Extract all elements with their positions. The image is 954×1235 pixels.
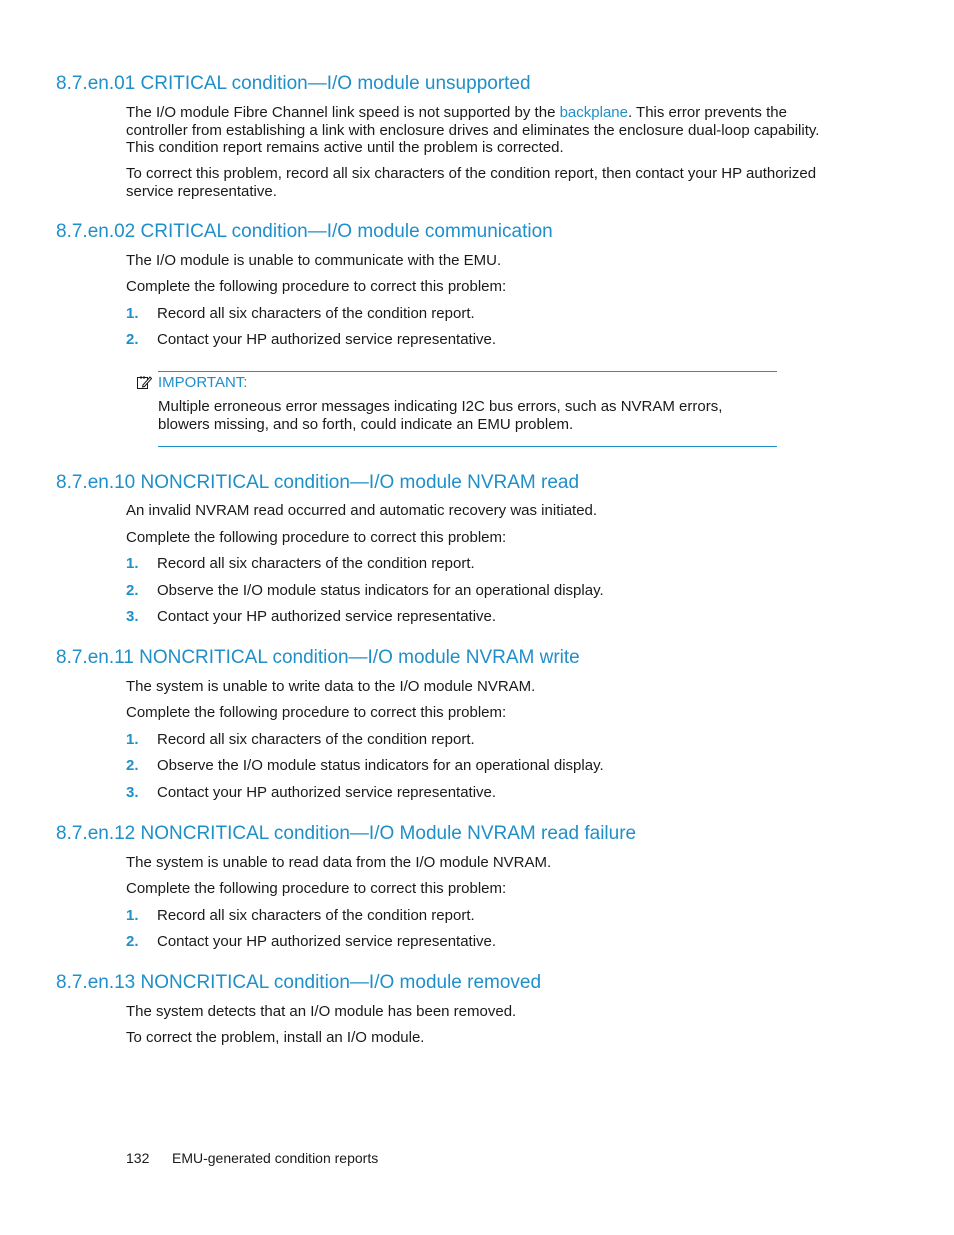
- section-heading-en12: 8.7.en.12 NONCRITICAL condition—I/O Module NVRAM read failure: [56, 823, 637, 844]
- step-text: Contact your HP authorized service representative.: [157, 331, 497, 348]
- note-text: Multiple erroneous error messages indicating I2C bus errors, such as NVRAM errors, blowers missing, and so forth, could indicate an EMU problem.: [158, 398, 723, 433]
- list-item: [126, 784, 496, 801]
- backplane-link[interactable]: backplane: [559, 104, 628, 121]
- list-item: [126, 731, 475, 748]
- section-en01-paragraph-2: To correct this problem, record all six characters of the condition report, then contact your HP authorized service representative.: [126, 165, 817, 200]
- section-en02-paragraph-2: Complete the following procedure to correct this problem:: [126, 278, 507, 295]
- step-text: Contact your HP authorized service representative.: [157, 933, 497, 950]
- page-number: 132: [126, 1150, 150, 1166]
- note-title: IMPORTANT:: [158, 374, 248, 391]
- step-text: Record all six characters of the condition report.: [157, 907, 475, 924]
- important-note-icon: [136, 374, 152, 390]
- section-heading-en01: 8.7.en.01 CRITICAL condition—I/O module unsupported: [56, 73, 531, 94]
- important-note: [158, 371, 777, 447]
- section-en11-paragraph-2: Complete the following procedure to correct this problem:: [126, 704, 507, 721]
- step-number: 1.: [126, 907, 139, 924]
- step-number: 2.: [126, 933, 139, 950]
- footer-chapter-title: EMU-generated condition reports: [172, 1150, 379, 1166]
- step-text: Contact your HP authorized service representative.: [157, 608, 497, 625]
- step-number: 2.: [126, 757, 139, 774]
- step-text: Record all six characters of the condition report.: [157, 305, 475, 322]
- step-number: 2.: [126, 582, 139, 599]
- step-number: 3.: [126, 608, 139, 625]
- list-item: [126, 608, 496, 625]
- section-en11-paragraph-1: The system is unable to write data to the I/O module NVRAM.: [126, 678, 536, 695]
- step-number: 3.: [126, 784, 139, 801]
- section-en13-paragraph-2: To correct the problem, install an I/O module.: [126, 1029, 425, 1046]
- section-en02-paragraph-1: The I/O module is unable to communicate with the EMU.: [126, 252, 502, 269]
- section-en10-paragraph-1: An invalid NVRAM read occurred and automatic recovery was initiated.: [126, 502, 598, 519]
- paragraph-text: . This error prevents the controller from establishing a link with enclosure drives and eliminates the enclosure dual-loop capability. This condition report remains active until the problem is corrected.: [126, 104, 820, 156]
- list-item: [126, 331, 496, 348]
- step-text: Observe the I/O module status indicators for an operational display.: [157, 757, 604, 774]
- section-heading-en10: 8.7.en.10 NONCRITICAL condition—I/O module NVRAM read: [56, 472, 580, 493]
- list-item: [126, 305, 475, 322]
- section-en12-paragraph-2: Complete the following procedure to correct this problem:: [126, 880, 507, 897]
- paragraph-text: The I/O module Fibre Channel link speed is not supported by the: [126, 104, 560, 121]
- section-en13-paragraph-1: The system detects that an I/O module has been removed.: [126, 1003, 517, 1020]
- section-en01-paragraph-1: [126, 104, 838, 157]
- section-en10-paragraph-2: Complete the following procedure to correct this problem:: [126, 529, 507, 546]
- step-text: Observe the I/O module status indicators for an operational display.: [157, 582, 604, 599]
- page-footer: [126, 1150, 378, 1166]
- list-item: [126, 555, 475, 572]
- list-item: [126, 907, 475, 924]
- step-text: Record all six characters of the condition report.: [157, 731, 475, 748]
- section-heading-en11: 8.7.en.11 NONCRITICAL condition—I/O module NVRAM write: [56, 647, 580, 668]
- section-heading-en02: 8.7.en.02 CRITICAL condition—I/O module communication: [56, 221, 553, 242]
- list-item: [126, 582, 604, 599]
- step-number: 1.: [126, 555, 139, 572]
- step-text: Contact your HP authorized service representative.: [157, 784, 497, 801]
- section-heading-en13: 8.7.en.13 NONCRITICAL condition—I/O module removed: [56, 972, 542, 993]
- step-number: 2.: [126, 331, 139, 348]
- step-number: 1.: [126, 305, 139, 322]
- section-en12-paragraph-1: The system is unable to read data from the I/O module NVRAM.: [126, 854, 552, 871]
- step-text: Record all six characters of the condition report.: [157, 555, 475, 572]
- step-number: 1.: [126, 731, 139, 748]
- list-item: [126, 933, 496, 950]
- list-item: [126, 757, 604, 774]
